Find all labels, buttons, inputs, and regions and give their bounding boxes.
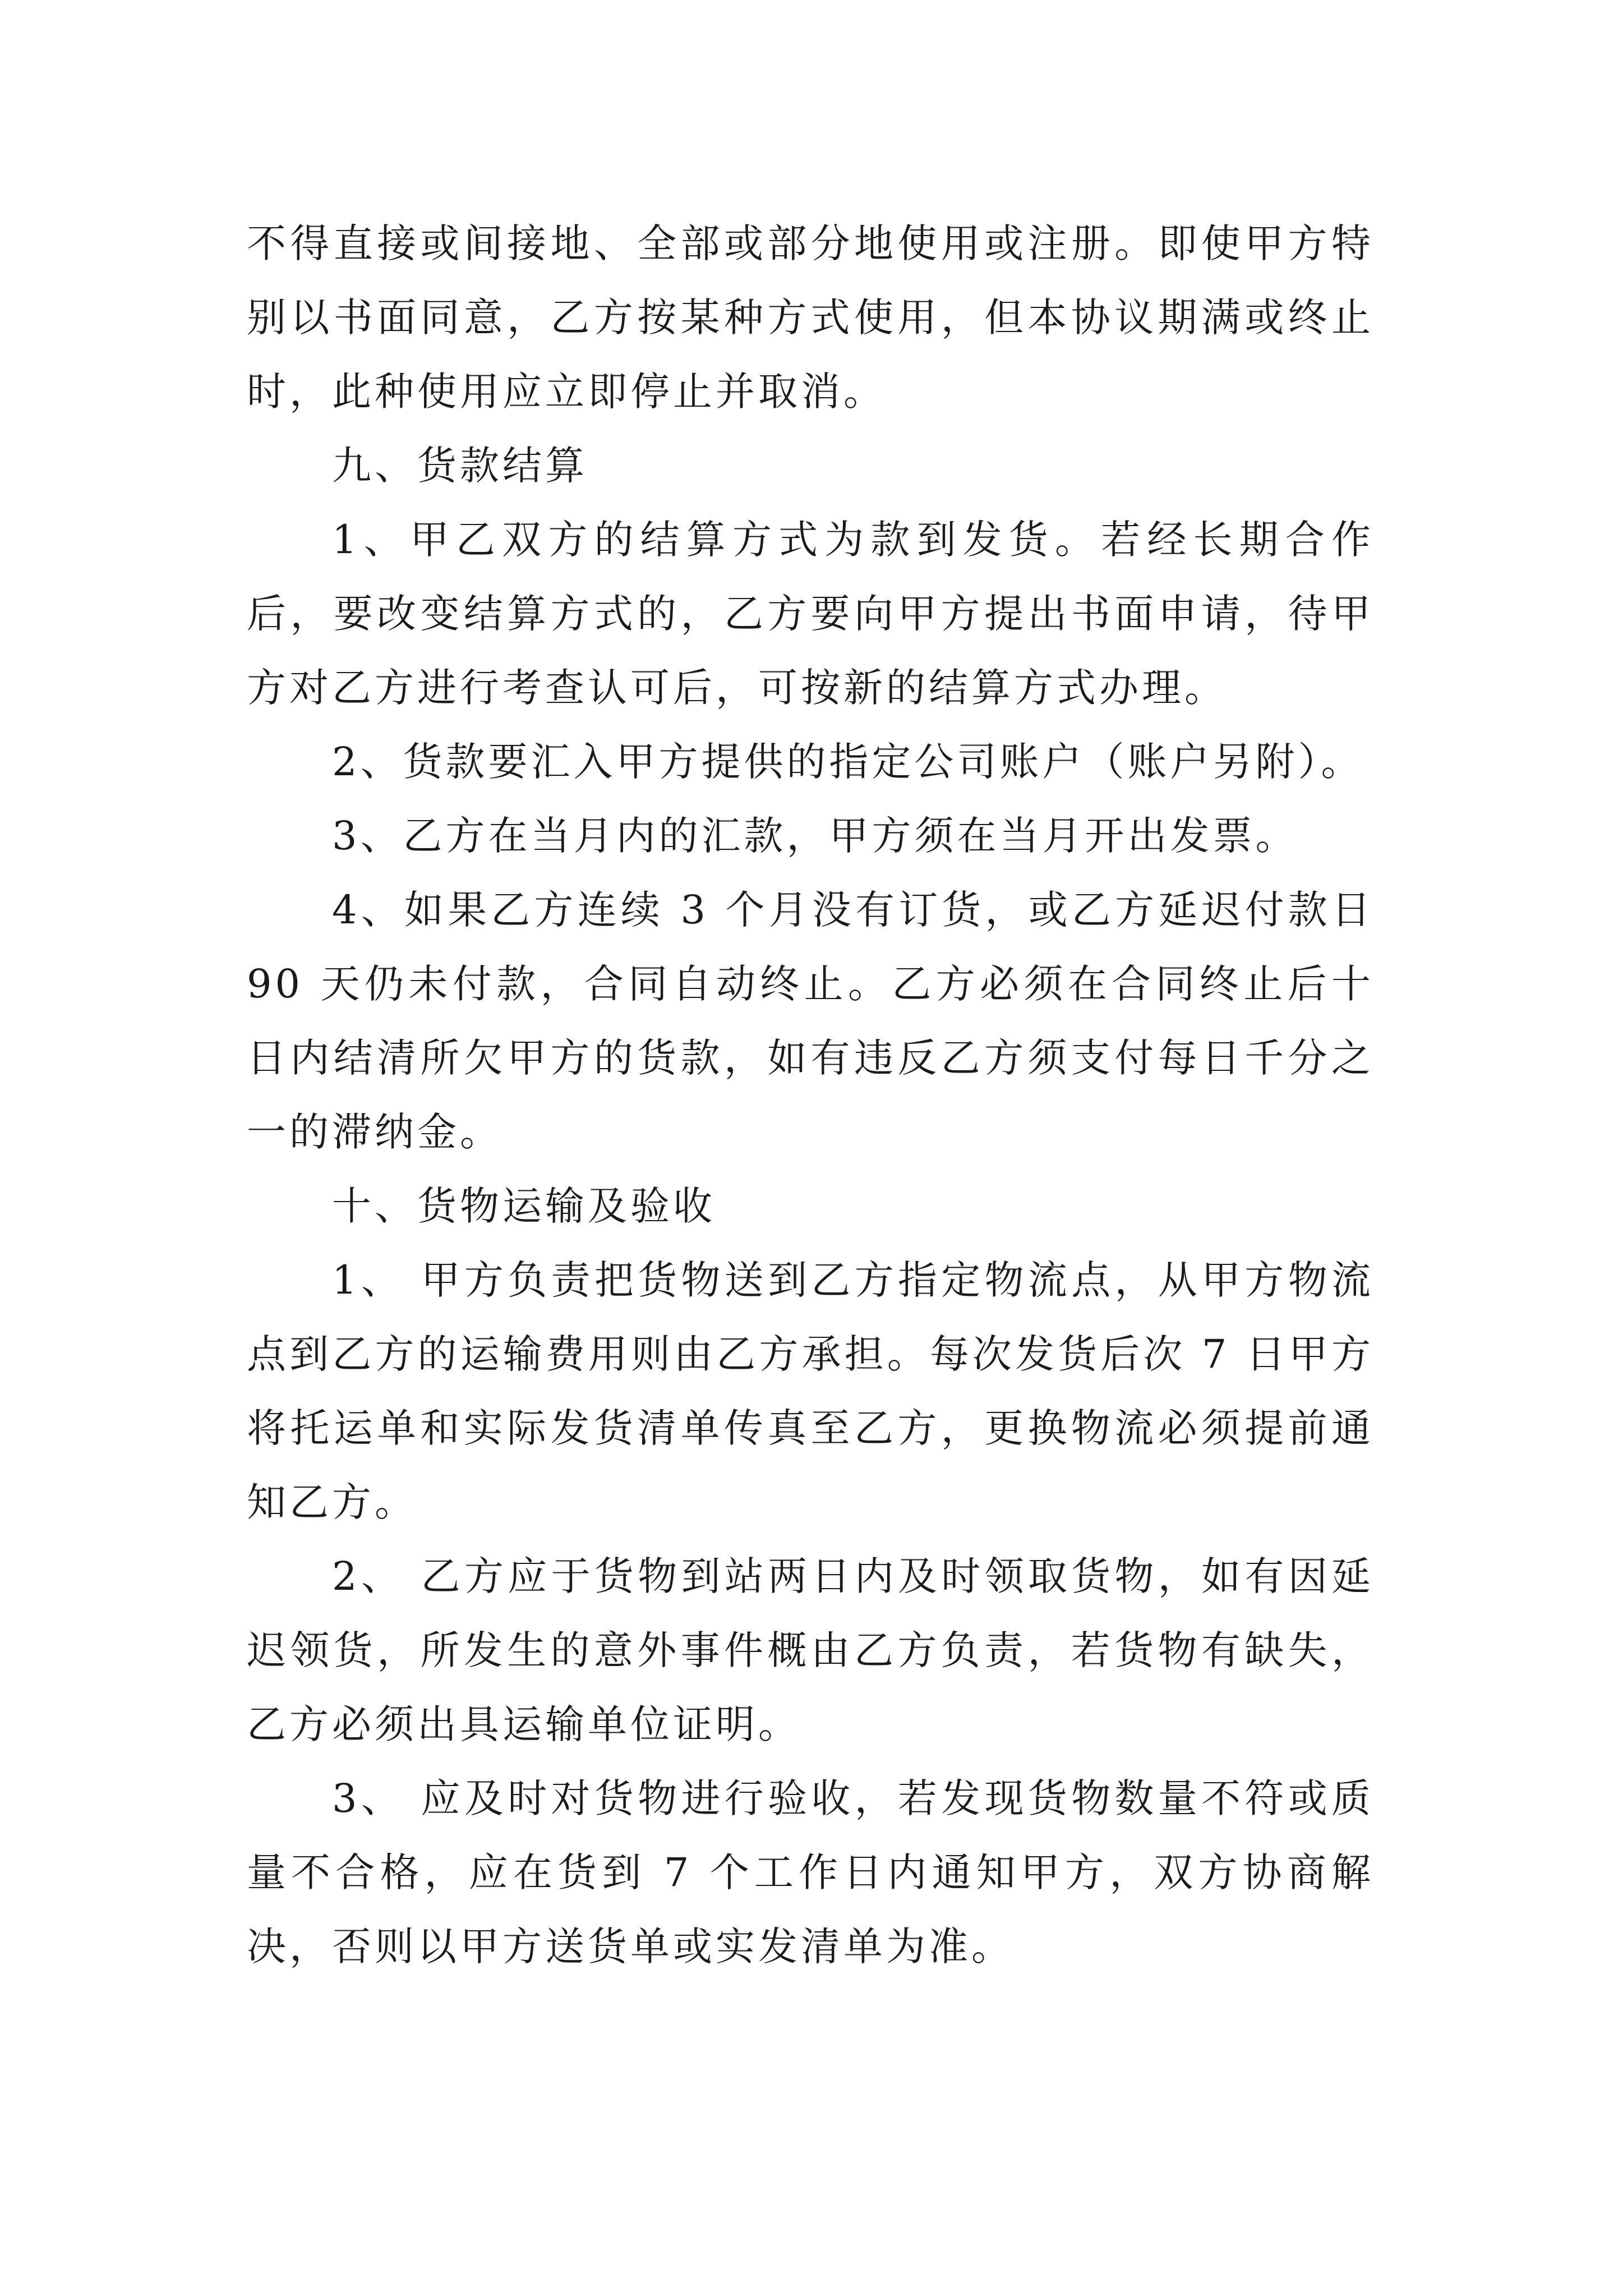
clause-9-3: 3、乙方在当月内的汇款，甲方须在当月开出发票。 [332,813,1298,859]
clause-9-4: 4、如果乙方连续 3 个月没有订货，或乙方延迟付款日 90 天仍未付款，合同自动终止。乙方必须在合同终止后十日内结清所欠甲方的货款，如有违反乙方须支付每日千分之一的滞纳金。 [247,887,1374,1155]
clause-10-3: 3、 应及时对货物进行验收，若发现货物数量不符或质量不合格，应在货到 7 个工作日内通知甲方，双方协商解决，否则以甲方送货单或实发清单为准。 [247,1775,1374,1970]
section-heading-9: 九、货款结算 [332,443,588,489]
clause-10-2: 2、 乙方应于货物到站两日内及时领取货物，如有因延迟领货，所发生的意外事件概由乙方负责，若货物有缺失，乙方必须出具运输单位证明。 [247,1553,1374,1747]
clause-9-1: 1、甲乙双方的结算方式为款到发货。若经长期合作后，要改变结算方式的，乙方要向甲方提出书面申请，待甲方对乙方进行考查认可后，可按新的结算方式办理。 [247,517,1374,711]
clause-9-2: 2、货款要汇入甲方提供的指定公司账户（账户另附）。 [332,739,1364,785]
section-heading-10: 十、货物运输及验收 [332,1183,716,1229]
paragraph-continuation: 不得直接或间接地、全部或部分地使用或注册。即使甲方特别以书面同意，乙方按某种方式使用，但本协议期满或终止时，此种使用应立即停止并取消。 [247,220,1374,415]
clause-10-1: 1、 甲方负责把货物送到乙方指定物流点，从甲方物流点到乙方的运输费用则由乙方承担。每次发货后次 7 日甲方将托运单和实际发货清单传真至乙方，更换物流必须提前通知乙方。 [247,1257,1374,1525]
document-body [247,206,1374,1984]
